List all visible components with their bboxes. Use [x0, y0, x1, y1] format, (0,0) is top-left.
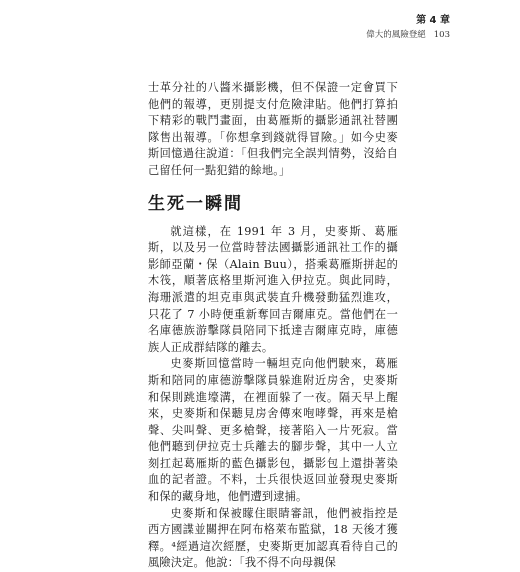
paragraph-continued: 士革分社的八醬米攝影機，但不保證一定會買下他們的報導，更別提支付危險津貼。他們打算拍下精彩的戰鬥畫面，由葛雁斯的攝影通訊社替團隊售出報導。「你想拿到錢就得冒險。」如今史麥斯回憶過往說道：「但我們完全誤判情勢，沒給自己留任何一點犯錯的餘地。」 [148, 81, 398, 177]
paragraph: 史麥斯和保被矇住眼睛審訊，他們被指控是西方國諜並關押在阿布格萊布監獄，18 天後才獲釋。⁴經過這次經歷，史麥斯更加認真看待自己的風險決定。他說：「我不得不向母親保 [148, 506, 398, 570]
chapter-label: 第 4 章 [416, 15, 450, 26]
paragraph: 史麥斯回憶當時一輛坦克向他們駛來，葛雁斯和陪同的庫德游擊隊員躲進附近房舍，史麥斯和保則跳進壕溝，在裡面躲了一夜。隔天早上醒來，史麥斯和保聽見房舍傳來咆哮聲，再來是槍聲、尖叫聲、更多槍聲，接著陷入一片死寂。當他們聽到伊拉克士兵離去的腳步聲，其中一人立刻扛起葛雁斯的藍色攝影包，攝影包上還掛著染血的記者證。不料，士兵很快返回並發現史麥斯和保的藏身地，他們遭到逮捕。 [148, 357, 398, 504]
chapter-title-line [366, 28, 450, 42]
running-header [366, 14, 450, 42]
paragraph: 就這樣，在 1991 年 3 月，史麥斯、葛雁斯，以及另一位當時替法國攝影通訊社工作的攝影師亞蘭・保（Alain Buu），搭乘葛雁斯拼起的木筏，順著底格里斯河進入伊拉克。與此同時，海珊派遣的坦克車與武裝直升機發動猛烈進攻，只花了 7 小時便重新奪回吉爾庫克。當他們在一名庫德族游擊隊員陪同下抵達吉爾庫克時，庫德族人正成群結隊的離去。 [148, 224, 398, 354]
chapter-title: 偉大的風險登絕 [366, 30, 426, 40]
section-heading: 生死一瞬間 [148, 193, 243, 214]
page-number: 103 [433, 30, 450, 40]
body-text [148, 80, 398, 572]
